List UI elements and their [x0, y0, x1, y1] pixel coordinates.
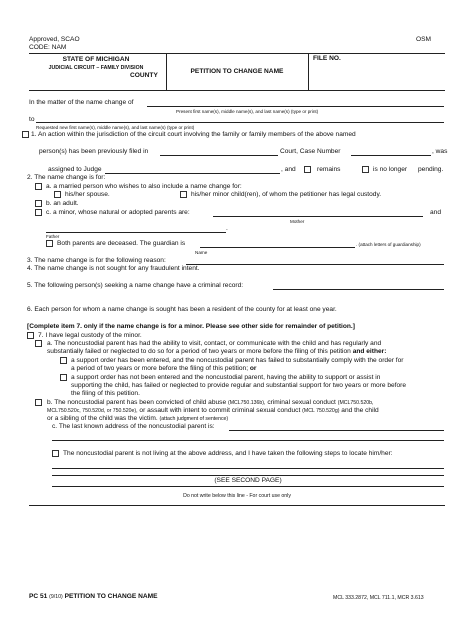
- footer-form-id: [29, 593, 158, 601]
- item7a-line2-text: substantially failed or neglected to do so for a period of two years or more before the filing of this petition: [47, 348, 351, 355]
- deceased-checkbox[interactable]: [46, 240, 53, 247]
- pending-label: pending.: [418, 166, 444, 173]
- item7a2-line1: a support order has not been entered and the noncustodial parent, having the ability to support or assist in: [71, 374, 381, 381]
- spouse-label: his/her spouse.: [65, 191, 110, 198]
- case-number-label: Court, Case Number: [280, 148, 341, 155]
- item3-text: 3. The name change is for the following reason:: [27, 257, 166, 264]
- father-field[interactable]: [46, 232, 226, 233]
- mcl-520c: MCL750.520c, 750.520d, or 750.520e),: [47, 408, 138, 414]
- item7b-line1-text: b. The noncustodial parent has been convicted of child abuse: [47, 399, 227, 406]
- item6-text: 6. Each person for whom a name change is sought has been a resident of the county for at least one year.: [27, 306, 337, 313]
- mother-caption: Mother: [290, 219, 305, 224]
- item1-filed-in: person(s) has been previously filed in: [39, 148, 149, 155]
- and-label-2: and: [430, 209, 442, 216]
- reason-field[interactable]: [186, 264, 444, 265]
- assault-label: or assault with intent to commit criminal sexual conduct: [139, 407, 301, 414]
- and-label: , and: [281, 166, 296, 173]
- circuit-name: JUDICIAL CIRCUIT – FAMILY DIVISION: [48, 65, 144, 71]
- item2-title: 2. The name change is for:: [27, 174, 106, 181]
- present-name-field[interactable]: [147, 106, 444, 107]
- judgment-note: (attach judgment of sentence): [159, 416, 229, 422]
- item7b-line2: [47, 407, 379, 415]
- form-number: PC 51: [29, 593, 48, 600]
- locate-steps-field[interactable]: [52, 468, 444, 469]
- item7a2-line3: the filing of this petition.: [71, 390, 140, 397]
- county-label: COUNTY: [130, 72, 158, 79]
- item2-b: b. an adult.: [46, 200, 79, 207]
- court-use-note: Do not write below this line - For court use only: [183, 493, 291, 499]
- court-field[interactable]: [160, 155, 278, 156]
- support-order-checkbox[interactable]: [60, 357, 67, 364]
- mcl-520b: (MCL750.520b,: [337, 400, 374, 406]
- father-period: .: [226, 225, 228, 232]
- item7b-checkbox[interactable]: [35, 399, 42, 406]
- no-longer-checkbox[interactable]: [362, 166, 369, 173]
- deceased-label: Both parents are deceased. The guardian is: [57, 240, 186, 247]
- state-name: STATE OF MICHIGAN: [62, 56, 130, 63]
- no-longer-label: is no longer: [373, 166, 408, 173]
- item7a1-line1: a support order has been entered, and the noncustodial parent has failed to substantially comply with the order for: [71, 357, 404, 364]
- spouse-checkbox[interactable]: [54, 191, 61, 198]
- page-title: PETITION TO CHANGE NAME: [190, 68, 284, 75]
- item7a1-line2-text: a period of two years or more before the filing of this petition;: [71, 365, 249, 372]
- present-name-caption: Present first name(s), middle name(s), and last name(s) (type or print): [176, 109, 319, 114]
- and-either: and either:: [352, 348, 387, 355]
- footer-title: PETITION TO CHANGE NAME: [64, 593, 158, 600]
- item2-a: a. a married person who wishes to also include a name change for:: [46, 183, 242, 190]
- guardian-field[interactable]: [200, 247, 355, 248]
- form-revision: (9/10): [49, 594, 63, 600]
- approved-text: Approved, SCAO: [29, 36, 80, 43]
- mcl-136b: (MCL750.136b),: [227, 400, 266, 406]
- item1-text: 1. An action within the jurisdiction of the circuit court involving the family or family members of the above named: [31, 131, 356, 138]
- custody-checkbox[interactable]: [27, 332, 34, 339]
- item4-text: 4. The name change is not sought for any fraudulent intent.: [27, 265, 200, 272]
- judge-field[interactable]: [105, 173, 280, 174]
- criminal-record-field[interactable]: [273, 289, 444, 290]
- mother-field[interactable]: [213, 216, 423, 217]
- item7b-line3: [47, 415, 228, 423]
- remains-checkbox[interactable]: [304, 166, 311, 173]
- matter-intro: In the matter of the name change of: [29, 99, 134, 106]
- item7a2-line2: supporting the child, has failed or neglected to provide regular and substantial support for two years or more before: [71, 382, 407, 389]
- married-checkbox[interactable]: [35, 183, 42, 190]
- sibling-text: or a sibling of the child was the victim.: [47, 415, 158, 422]
- item7-note: [Complete item 7. only if the name change is for a minor. Please see other side for remainder of petition.]: [27, 323, 355, 330]
- last-address-field[interactable]: [229, 430, 444, 431]
- osm-label: OSM: [416, 36, 432, 43]
- see-second-page: (SEE SECOND PAGE): [214, 477, 282, 484]
- children-label: his/her minor child(ren), of whom the petitioner has legal custody.: [191, 191, 382, 198]
- assigned-label: assigned to Judge: [48, 166, 102, 173]
- last-address-field-2[interactable]: [52, 440, 444, 441]
- court-use-divider: [29, 505, 445, 506]
- csc-label: criminal sexual conduct: [267, 399, 336, 406]
- locate-checkbox[interactable]: [52, 450, 59, 457]
- item5-text: 5. The following person(s) seeking a name change have a criminal record:: [27, 282, 244, 289]
- item7a-checkbox[interactable]: [35, 340, 42, 347]
- form-code: CODE: NAM: [29, 44, 67, 51]
- item7a1-line2: [71, 365, 256, 373]
- adult-checkbox[interactable]: [35, 200, 42, 207]
- item2-c: c. a minor, whose natural or adopted parents are:: [46, 209, 190, 216]
- to-label: to: [29, 116, 35, 123]
- requested-name-caption: Requested new first name(s), middle name(s), and last name(s) (type or print): [36, 125, 195, 130]
- item7b-line1: [47, 399, 373, 407]
- item1-checkbox[interactable]: [22, 131, 29, 138]
- mcl-520g: (MCL 750.520g): [302, 408, 340, 414]
- requested-name-field[interactable]: [36, 122, 444, 123]
- remains-label: remains: [317, 166, 341, 173]
- and-the-child: and the child: [341, 407, 379, 414]
- file-number-label: FILE NO.: [313, 55, 341, 62]
- children-checkbox[interactable]: [180, 191, 187, 198]
- mcl-reference: MCL 333.2872, MCL 711.1, MCR 3.613: [333, 595, 424, 601]
- item7a-line2: [47, 348, 386, 356]
- see-second-page-box: [52, 475, 444, 487]
- guardianship-note: . (attach letters of guardianship): [356, 242, 421, 247]
- was-label: , was: [432, 148, 448, 155]
- minor-checkbox[interactable]: [35, 209, 42, 216]
- case-number-field[interactable]: [351, 155, 431, 156]
- item7a-line1: a. The noncustodial parent has had the ability to visit, contact, or communicate with the child and has regularly and: [47, 340, 382, 347]
- item7c-text: c. The last known address of the noncustodial parent is:: [52, 423, 215, 430]
- no-support-order-checkbox[interactable]: [60, 374, 67, 381]
- guardian-caption: Name: [195, 250, 208, 255]
- item7-title: 7. I have legal custody of the minor.: [38, 332, 142, 339]
- or-label: or: [249, 365, 257, 372]
- father-caption: Father: [46, 234, 60, 239]
- locate-text: The noncustodial parent is not living at the above address, and I have taken the following steps to locate him/her:: [63, 450, 393, 457]
